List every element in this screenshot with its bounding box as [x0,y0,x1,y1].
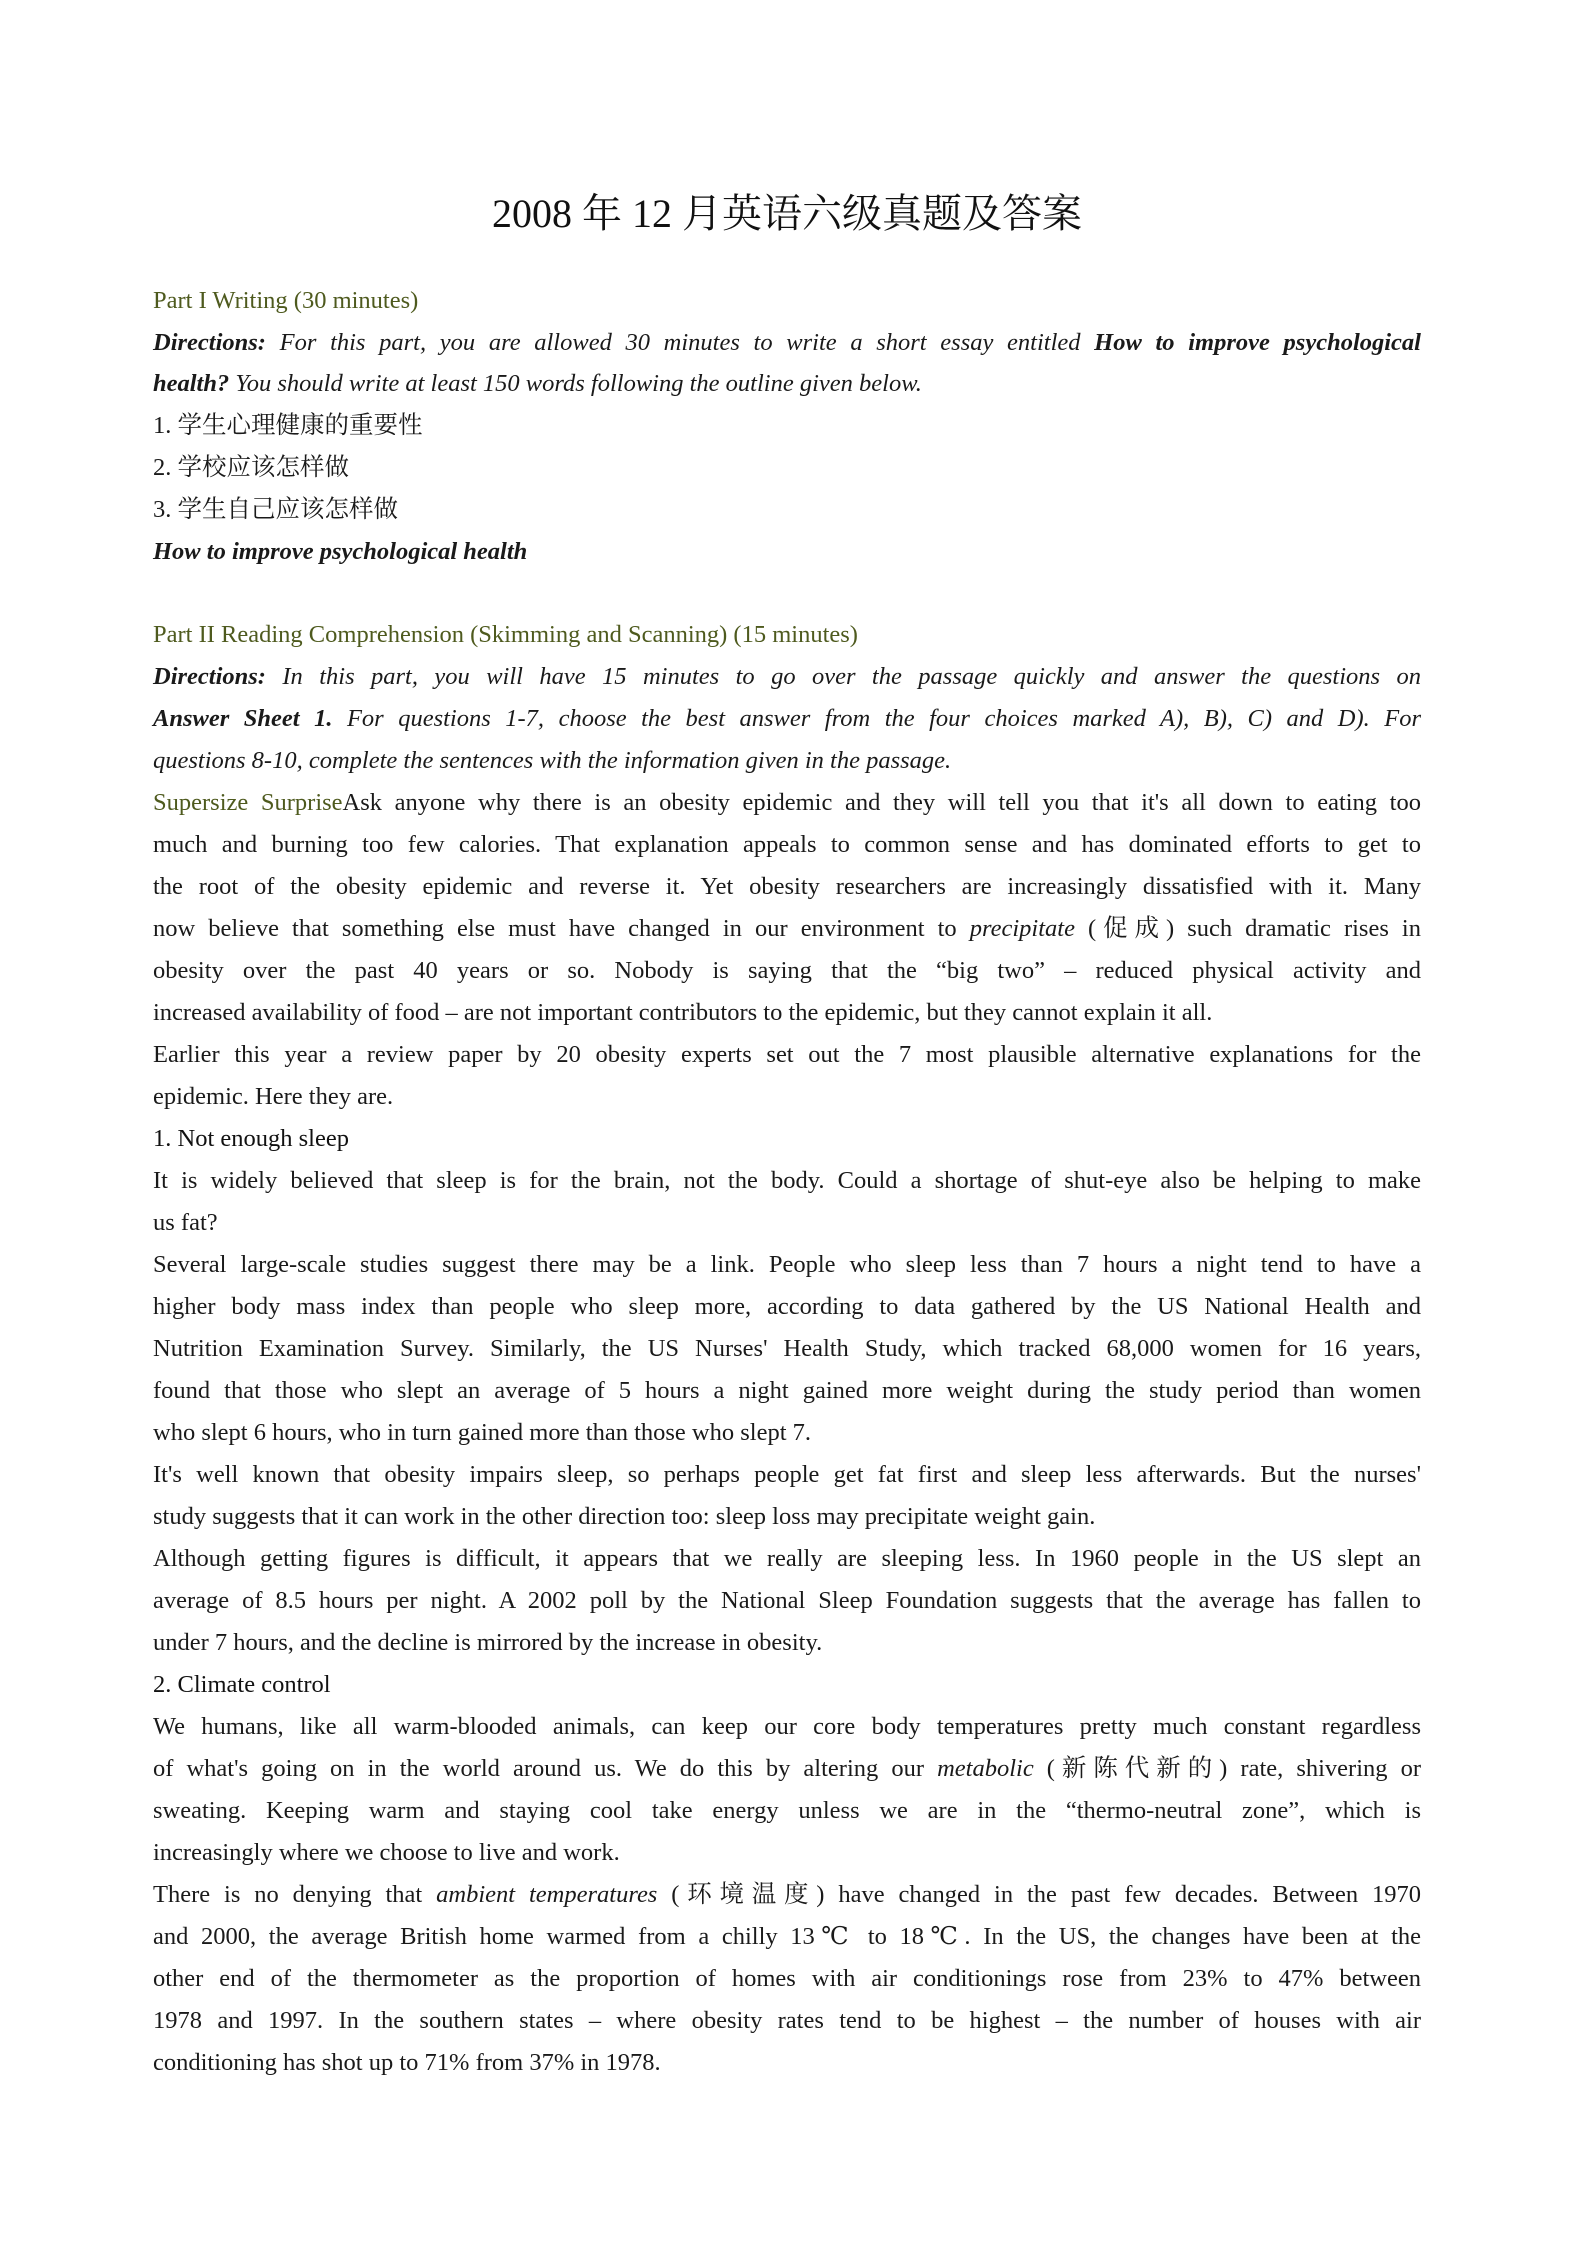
glossed-term: ambient temperatures [436,1881,658,1908]
passage-line: the root of the obesity epidemic and reverse it. Yet obesity researchers are increasingly dissatisfied with it. Many [153,873,1421,900]
passage-line: much and burning too few calories. That explanation appeals to common sense and has dominated efforts to get to [153,831,1421,858]
essay-heading: How to improve psychological health [153,538,528,565]
part1-heading: Part I Writing (30 minutes) [153,287,419,314]
page-title: 2008 年 12 月英语六级真题及答案 [492,191,1082,236]
outline-item-1: 1. 学生心理健康的重要性 [153,412,423,439]
passage-text: now believe that something else must have changed in our environment to [153,915,970,942]
passage-line: We humans, like all warm-blooded animals, can keep our core body temperatures pretty much constant regardless [153,1713,1421,1740]
passage-line [153,908,1421,950]
passage-text: of what's going on in the world around us. We do this by altering our [153,1755,938,1782]
part2-directions-line-3: questions 8-10, complete the sentences with the information given in the passage. [153,747,952,774]
directions-text: In this part, you will have 15 minutes to go over the passage quickly and answer the questions on [265,663,1421,690]
directions-label: Directions: [153,663,266,690]
directions-text: For this part, you are allowed 30 minutes to write a short essay entitled [265,329,1095,356]
passage-line: study suggests that it can work in the other direction too: sleep loss may precipitate weight gain. [153,1503,1096,1530]
essay-title: How to improve psychological [1094,329,1421,356]
passage-text: (促成) such dramatic rises in [1074,915,1421,942]
directions-label: Directions: [153,329,266,356]
passage-line: who slept 6 hours, who in turn gained more than those who slept 7. [153,1419,812,1446]
passage-line: Earlier this year a review paper by 20 obesity experts set out the 7 most plausible alternative explanations for the [153,1041,1421,1068]
passage-line: increased availability of food – are not important contributors to the epidemic, but they cannot explain it all. [153,999,1213,1026]
glossed-term: metabolic [937,1755,1034,1782]
passage-line: under 7 hours, and the decline is mirrored by the increase in obesity. [153,1629,823,1656]
glossed-term: precipitate [969,915,1075,942]
passage-line: us fat? [153,1209,218,1236]
outline-item-3: 3. 学生自己应该怎样做 [153,496,398,523]
passage-line: It is widely believed that sleep is for the brain, not the body. Could a shortage of shut-eye also be helping to make [153,1167,1421,1194]
passage-line: average of 8.5 hours per night. A 2002 poll by the National Sleep Foundation suggests that the average has fallen to [153,1587,1421,1614]
passage-line [153,782,1421,824]
essay-title: health? [153,370,230,397]
passage-line: other end of the thermometer as the proportion of homes with air conditionings rose from 23% to 47% between [153,1965,1421,1992]
directions-text: For questions 1-7, choose the best answer from the four choices marked A), B), C) and D). For [332,705,1421,732]
passage-line: Several large-scale studies suggest there may be a link. People who sleep less than 7 hours a night tend to have a [153,1251,1421,1278]
outline-item-2: 2. 学校应该怎样做 [153,454,349,481]
passage-line: found that those who slept an average of 5 hours a night gained more weight during the study period than women [153,1377,1421,1404]
passage-text: There is no denying that [153,1881,437,1908]
passage-line: higher body mass index than people who sleep more, according to data gathered by the US National Health and [153,1293,1421,1320]
part2-heading: Part II Reading Comprehension (Skimming and Scanning) (15 minutes) [153,621,858,648]
passage-line: epidemic. Here they are. [153,1083,394,1110]
part1-directions-line-1 [153,322,1421,364]
section-heading-sleep: 1. Not enough sleep [153,1125,349,1152]
passage-line: Although getting figures is difficult, it appears that we really are sleeping less. In 1960 people in the US slept an [153,1545,1421,1572]
passage-line: conditioning has shot up to 71% from 37% in 1978. [153,2049,661,2076]
passage-title: Supersize Surprise [153,789,343,816]
passage-line [153,1874,1421,1916]
passage-line: sweating. Keeping warm and staying cool take energy unless we are in the “thermo-neutral zone”, which is [153,1797,1421,1824]
passage-line: Nutrition Examination Survey. Similarly, the US Nurses' Health Study, which tracked 68,000 women for 16 years, [153,1335,1421,1362]
passage-text: Ask anyone why there is an obesity epidemic and they will tell you that it's all down to eating too [342,789,1421,816]
passage-line: and 2000, the average British home warmed from a chilly 13℃ to 18℃. In the US, the changes have been at the [153,1923,1421,1950]
part2-directions-line-2 [153,698,1421,740]
answer-sheet-label: Answer Sheet 1. [153,705,333,732]
passage-line: 1978 and 1997. In the southern states – where obesity rates tend to be highest – the number of houses with air [153,2007,1421,2034]
section-heading-climate: 2. Climate control [153,1671,331,1698]
part2-directions-line-1 [153,656,1421,698]
passage-line: obesity over the past 40 years or so. Nobody is saying that the “big two” – reduced physical activity and [153,957,1421,984]
passage-line: It's well known that obesity impairs sleep, so perhaps people get fat first and sleep less afterwards. But the nurses' [153,1461,1421,1488]
passage-text: (新陈代新的) rate, shivering or [1033,1755,1422,1782]
passage-line [153,1748,1421,1790]
passage-line: increasingly where we choose to live and work. [153,1839,620,1866]
part1-directions-line-2 [153,363,1421,405]
passage-text: (环境温度) have changed in the past few decades. Between 1970 [657,1881,1421,1908]
directions-text: You should write at least 150 words following the outline given below. [229,370,922,397]
